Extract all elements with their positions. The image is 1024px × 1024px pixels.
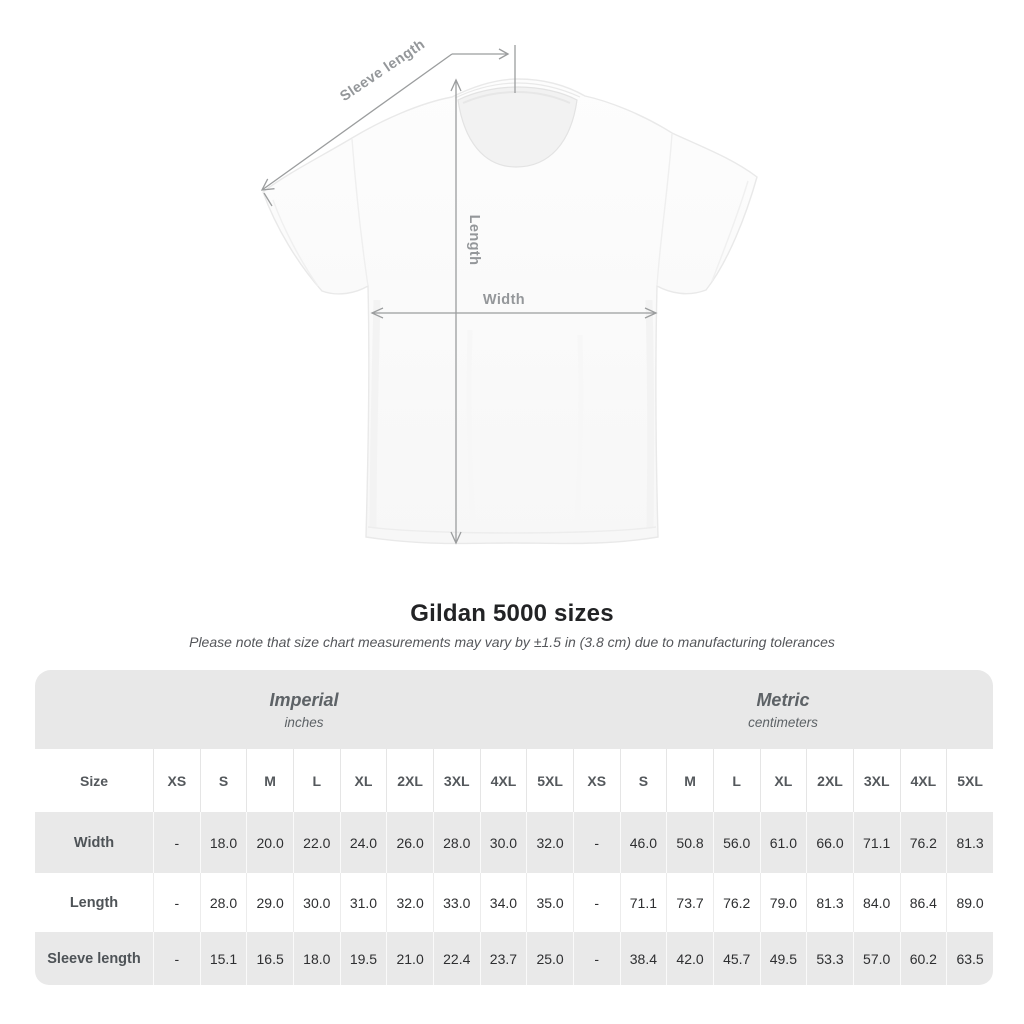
value-cell: 81.3 [806,873,853,932]
size-chart-table [35,670,993,985]
size-col-metric-2xl: 2XL [806,749,853,812]
page-title: Gildan 5000 sizes [410,600,614,627]
size-col-imperial-5xl: 5XL [526,749,573,812]
size-col-imperial-2xl: 2XL [386,749,433,812]
size-col-imperial-s: S [200,749,247,812]
value-cell: 46.0 [620,812,667,873]
value-cell: 28.0 [200,873,247,932]
value-cell: 38.4 [620,932,667,985]
value-cell: 76.2 [713,873,760,932]
value-cell: 53.3 [806,932,853,985]
size-column-header: Size [35,749,153,812]
value-cell: 60.2 [900,932,947,985]
value-cell: 49.5 [760,932,807,985]
value-cell: 56.0 [713,812,760,873]
value-cell: 31.0 [340,873,387,932]
value-cell: 89.0 [946,873,993,932]
value-cell: 35.0 [526,873,573,932]
value-cell: - [153,812,200,873]
value-cell: 63.5 [946,932,993,985]
length-label: Length [466,214,482,266]
value-cell: 84.0 [853,873,900,932]
value-cell: 24.0 [340,812,387,873]
value-cell: 79.0 [760,873,807,932]
value-cell: 57.0 [853,932,900,985]
value-cell: 28.0 [433,812,480,873]
imperial-title: Imperial [269,689,339,710]
table-body [35,812,993,985]
value-cell: 22.0 [293,812,340,873]
value-cell: 61.0 [760,812,807,873]
size-col-imperial-xl: XL [340,749,387,812]
size-col-metric-s: S [620,749,667,812]
value-cell: 73.7 [666,873,713,932]
value-cell: 42.0 [666,932,713,985]
size-col-imperial-l: L [293,749,340,812]
value-cell: 86.4 [900,873,947,932]
value-cell: 66.0 [806,812,853,873]
size-col-metric-4xl: 4XL [900,749,947,812]
value-cell: 18.0 [293,932,340,985]
value-cell: 81.3 [946,812,993,873]
imperial-unit: inches [284,714,324,730]
size-col-metric-xl: XL [760,749,807,812]
table-row [35,812,993,873]
size-col-imperial-m: M [246,749,293,812]
value-cell: 50.8 [666,812,713,873]
table-row [35,873,993,932]
size-col-imperial-xs: XS [153,749,200,812]
metric-unit: centimeters [748,714,818,730]
value-cell: - [573,873,620,932]
value-cell: 32.0 [386,873,433,932]
metric-title: Metric [756,689,810,710]
size-col-imperial-3xl: 3XL [433,749,480,812]
value-cell: 71.1 [620,873,667,932]
shading-right [649,300,651,528]
value-cell: 19.5 [340,932,387,985]
value-cell: 26.0 [386,812,433,873]
size-col-metric-l: L [713,749,760,812]
value-cell: 71.1 [853,812,900,873]
size-col-metric-xs: XS [573,749,620,812]
value-cell: - [573,932,620,985]
size-col-metric-m: M [666,749,713,812]
value-cell: 34.0 [480,873,527,932]
row-label: Width [35,812,153,873]
value-cell: 33.0 [433,873,480,932]
value-cell: - [573,812,620,873]
value-cell: 45.7 [713,932,760,985]
size-header-row [35,749,993,812]
value-cell: 30.0 [293,873,340,932]
value-cell: - [153,873,200,932]
value-cell: 22.4 [433,932,480,985]
value-cell: 30.0 [480,812,527,873]
size-col-metric-5xl: 5XL [946,749,993,812]
size-col-metric-3xl: 3XL [853,749,900,812]
sleeve-length-label: Sleeve length [337,36,429,105]
size-col-imperial-4xl: 4XL [480,749,527,812]
value-cell: 29.0 [246,873,293,932]
row-label: Length [35,873,153,932]
value-cell: 18.0 [200,812,247,873]
value-cell: 20.0 [246,812,293,873]
metric-group-header [573,670,993,749]
value-cell: 16.5 [246,932,293,985]
value-cell: 76.2 [900,812,947,873]
width-label: Width [482,292,526,308]
shading-left [373,300,377,528]
page-subtitle: Please note that size chart measurements may vary by ±1.5 in (3.8 cm) due to manufacturing tolerances [189,634,835,650]
value-cell: 21.0 [386,932,433,985]
imperial-group-header [35,670,573,749]
value-cell: 32.0 [526,812,573,873]
value-cell: 15.1 [200,932,247,985]
unit-group-row [35,670,993,749]
table-row [35,932,993,985]
value-cell: 23.7 [480,932,527,985]
value-cell: - [153,932,200,985]
row-label: Sleeve length [35,932,153,985]
value-cell: 25.0 [526,932,573,985]
